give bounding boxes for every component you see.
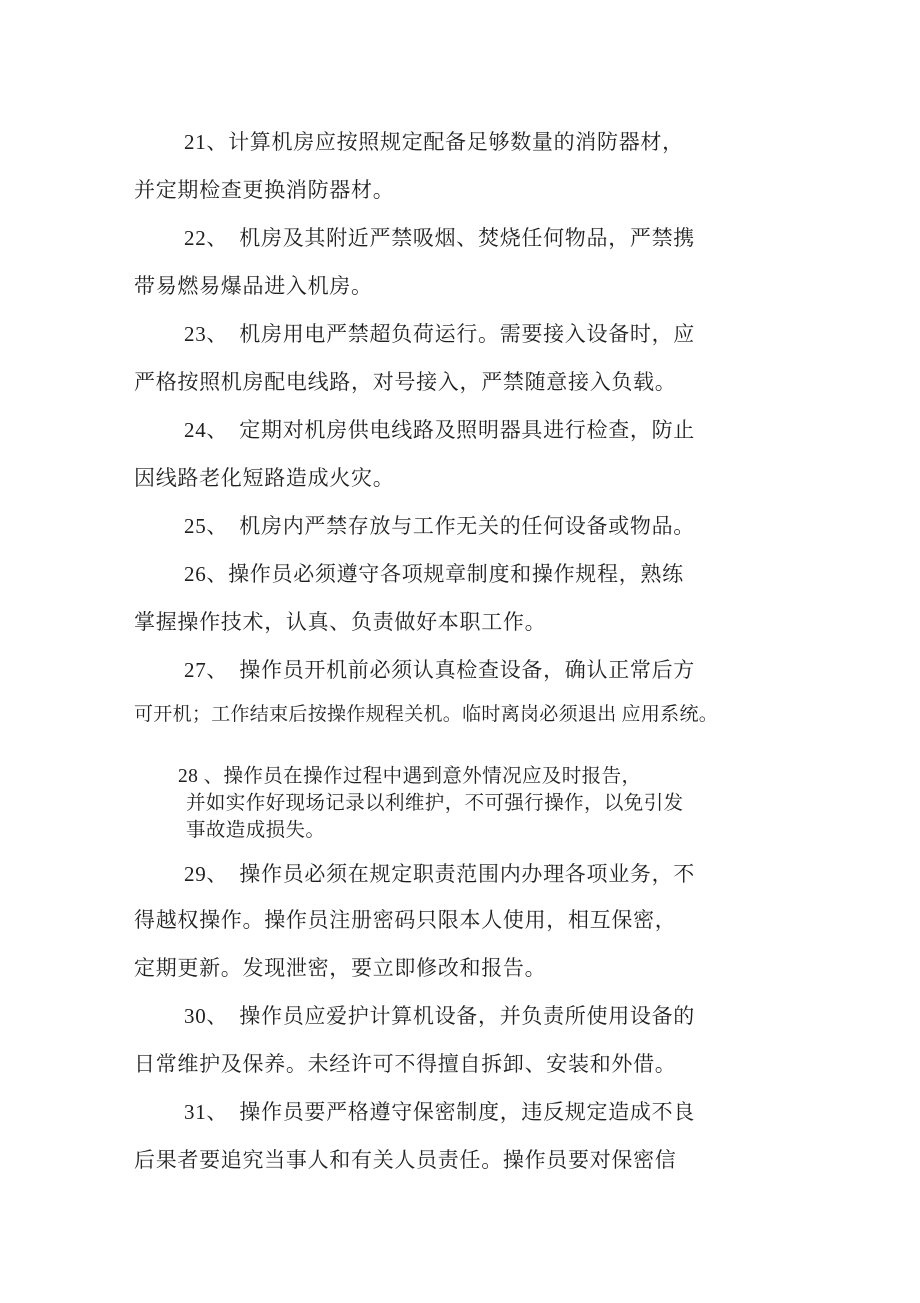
text-line: 带易燃易爆品进入机房。 — [134, 274, 373, 298]
text-line: 并定期检查更换消防器材。 — [134, 178, 395, 202]
text-line: 23、 机房用电严禁超负荷运行。需要接入设备时，应 — [184, 322, 695, 346]
text-line: 28 、操作员在操作过程中遇到意外情况应及时报告， — [178, 766, 642, 787]
text-line: 掌握操作技术，认真、负责做好本职工作。 — [134, 610, 547, 634]
text-line: 事故造成损失。 — [186, 820, 326, 841]
text-line: 31、 操作员要严格遵守保密制度，违反规定造成不良 — [184, 1100, 695, 1124]
text-line: 并如实作好现场记录以利维护，不可强行操作，以免引发 — [186, 793, 684, 814]
text-line: 后果者要追究当事人和有关人员责任。操作员要对保密信 — [134, 1148, 677, 1172]
text-line: 严格按照机房配电线路，对号接入，严禁随意接入负载。 — [134, 370, 677, 394]
text-line: 21、计算机房应按照规定配备足够数量的消防器材， — [184, 130, 684, 154]
text-line: 定期更新。发现泄密，要立即修改和报告。 — [134, 956, 547, 980]
text-line: 25、 机房内严禁存放与工作无关的任何设备或物品。 — [184, 514, 695, 538]
text-line: 24、 定期对机房供电线路及照明器具进行检查，防止 — [184, 418, 695, 442]
text-line: 得越权操作。操作员注册密码只限本人使用，相互保密， — [134, 908, 677, 932]
text-line: 27、 操作员开机前必须认真检查设备，确认正常后方 — [184, 658, 695, 682]
text-line: 30、 操作员应爱护计算机设备，并负责所使用设备的 — [184, 1004, 695, 1028]
text-line: 26、操作员必须遵守各项规章制度和操作规程，熟练 — [184, 562, 684, 586]
text-line: 22、 机房及其附近严禁吸烟、焚烧任何物品，严禁携 — [184, 226, 695, 250]
text-line: 日常维护及保养。未经许可不得擅自拆卸、安装和外借。 — [134, 1052, 677, 1076]
text-line: 因线路老化短路造成火灾。 — [134, 466, 395, 490]
text-line: 可开机；工作结束后按操作规程关机。临时离岗必须退出 应用系统。 — [134, 704, 719, 725]
text-line: 29、 操作员必须在规定职责范围内办理各项业务，不 — [184, 862, 695, 886]
